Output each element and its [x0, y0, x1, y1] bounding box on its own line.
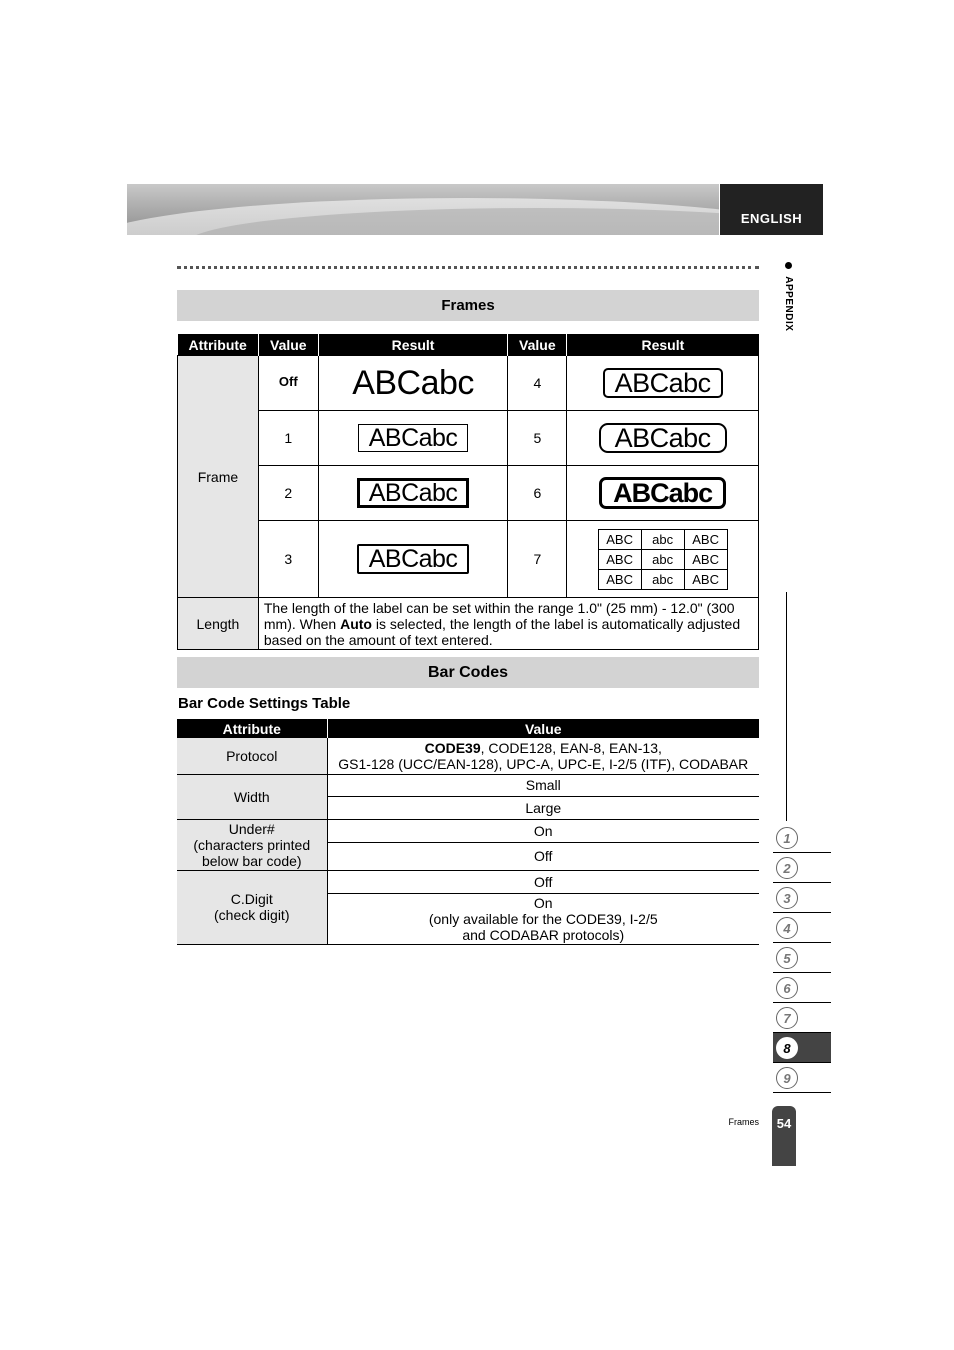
frames-section-title: [177, 290, 759, 321]
chapter-tab-7[interactable]: [773, 1003, 831, 1033]
frame-value: 5: [508, 411, 567, 466]
grid-cell: abc: [641, 569, 684, 589]
frame-result-6: [567, 466, 759, 521]
frame-value: 4: [508, 356, 567, 411]
grid-cell: abc: [641, 549, 684, 569]
protocol-value: [327, 738, 759, 774]
frames-header-row: [178, 334, 759, 356]
footer-section-label: Frames: [728, 1117, 759, 1127]
protocol-default: CODE39: [424, 739, 481, 756]
chapter-number: 4: [776, 917, 798, 939]
grid-cell: abc: [641, 529, 684, 549]
grid-cell: ABC: [598, 549, 641, 569]
length-description: [258, 598, 758, 650]
dotted-divider: [177, 266, 759, 269]
barcodes-section-title: [177, 657, 759, 688]
appendix-label: APPENDIX: [783, 276, 794, 332]
cdigit-attribute: [177, 870, 327, 944]
under-value-on: On: [327, 819, 759, 842]
col-attribute: Attribute: [177, 719, 327, 738]
attr-text: Under#: [228, 820, 275, 837]
attr-text: below bar code): [201, 852, 302, 869]
cdigit-value-on: [327, 893, 759, 944]
attr-text: C.Digit: [230, 891, 273, 907]
chapter-tab-6[interactable]: [773, 973, 831, 1003]
table-row: [178, 521, 759, 598]
sample-text: ABCabc: [357, 544, 470, 574]
sample-text: ABCabc: [599, 423, 727, 453]
sample-text: ABCabc: [358, 424, 469, 452]
frame-value: 1: [258, 411, 318, 466]
table-row: [178, 411, 759, 466]
barcode-settings-table: [177, 719, 759, 945]
col-value: Value: [258, 334, 318, 356]
chapter-number: 6: [776, 977, 798, 999]
chapter-number: 3: [776, 887, 798, 909]
frame-value: 2: [258, 466, 318, 521]
table-row: [178, 598, 759, 650]
under-attribute: [177, 819, 327, 870]
length-attribute: Length: [178, 598, 259, 650]
barcode-header-row: [177, 719, 759, 738]
value-text: (only available for the CODE39, I-2/5: [428, 910, 658, 927]
grid-cell: ABC: [684, 569, 727, 589]
width-value-small: Small: [327, 774, 759, 796]
chapter-nav-line: [786, 592, 787, 821]
attr-text: (characters printed: [193, 836, 311, 853]
grid-cell: ABC: [598, 569, 641, 589]
width-attribute: Width: [177, 774, 327, 819]
length-text: The length of the label can be set within the range 1.0" (25 mm) - 12.0" (300 mm). When: [263, 599, 735, 632]
chapter-tab-1[interactable]: [773, 823, 831, 853]
table-row: [177, 819, 759, 842]
grid-cell: ABC: [684, 549, 727, 569]
under-value-off: Off: [327, 842, 759, 870]
chapter-number: 5: [776, 947, 798, 969]
frames-table: [177, 334, 759, 650]
length-bold-text: Auto: [340, 615, 372, 632]
frame-result-5: [567, 411, 759, 466]
cdigit-value-off: Off: [327, 870, 759, 893]
table-row: [177, 774, 759, 796]
language-label: ENGLISH: [740, 211, 803, 226]
frame-attribute: Frame: [178, 356, 259, 598]
sample-text: ABCabc: [599, 477, 726, 509]
col-attribute: Attribute: [178, 334, 259, 356]
bullet-icon: [785, 262, 792, 269]
barcodes-title-text: Bar Codes: [427, 663, 509, 681]
frame-result-2: [318, 466, 508, 521]
frame-result-1: [318, 411, 508, 466]
chapter-number: 1: [776, 827, 798, 849]
frame-result-4: [567, 356, 759, 411]
frame-7-grid: [598, 529, 728, 590]
protocol-text: GS1-128 (UCC/EAN-128), UPC-A, UPC-E, I-2/5 (ITF), CODABAR: [338, 755, 749, 772]
frame-result-off: [318, 356, 508, 411]
table-row: [177, 738, 759, 774]
frames-title-text: Frames: [441, 297, 495, 314]
table-row: [178, 466, 759, 521]
chapter-tab-3[interactable]: [773, 883, 831, 913]
col-result: Result: [567, 334, 759, 356]
width-value-large: Large: [327, 796, 759, 819]
value-text: and CODABAR protocols): [462, 926, 625, 943]
language-tab: [720, 184, 823, 235]
chapter-number: 2: [776, 857, 798, 879]
page-number: 54: [772, 1106, 796, 1166]
frame-result-3: [318, 521, 508, 598]
frame-value: 3: [258, 521, 318, 598]
header-banner: [127, 184, 719, 235]
grid-cell: ABC: [684, 529, 727, 549]
chapter-number: 9: [776, 1067, 798, 1089]
frame-value: 6: [508, 466, 567, 521]
protocol-attribute: Protocol: [177, 738, 327, 774]
col-value: Value: [508, 334, 567, 356]
appendix-side-tab: [774, 262, 794, 352]
protocol-text: , CODE128, EAN-8, EAN-13,: [480, 739, 662, 756]
table-row: [178, 356, 759, 411]
sample-text: ABCabc: [358, 479, 469, 507]
chapter-tab-9[interactable]: [773, 1063, 831, 1093]
sample-text: ABCabc: [352, 364, 474, 402]
value-text: On: [533, 894, 553, 911]
sample-text: ABCabc: [603, 368, 723, 398]
chapter-tab-8-active[interactable]: [773, 1033, 831, 1063]
frame-value: 7: [508, 521, 567, 598]
chapter-number: 7: [776, 1007, 798, 1029]
attr-text: (check digit): [214, 907, 290, 923]
col-result: Result: [318, 334, 508, 356]
frame-value-off: Off: [258, 356, 318, 411]
chapter-tab-4[interactable]: [773, 913, 831, 943]
chapter-tab-5[interactable]: [773, 943, 831, 973]
length-text: is selected, the length of the label is automatically adjusted based on the amount of text entered.: [263, 615, 741, 648]
chapter-tab-2[interactable]: [773, 853, 831, 883]
frame-result-7: [567, 521, 759, 598]
chapter-number: 8: [776, 1037, 798, 1059]
table-row: [177, 870, 759, 893]
barcode-settings-heading: Bar Code Settings Table: [178, 695, 351, 712]
grid-cell: ABC: [598, 529, 641, 549]
col-value: Value: [327, 719, 759, 738]
